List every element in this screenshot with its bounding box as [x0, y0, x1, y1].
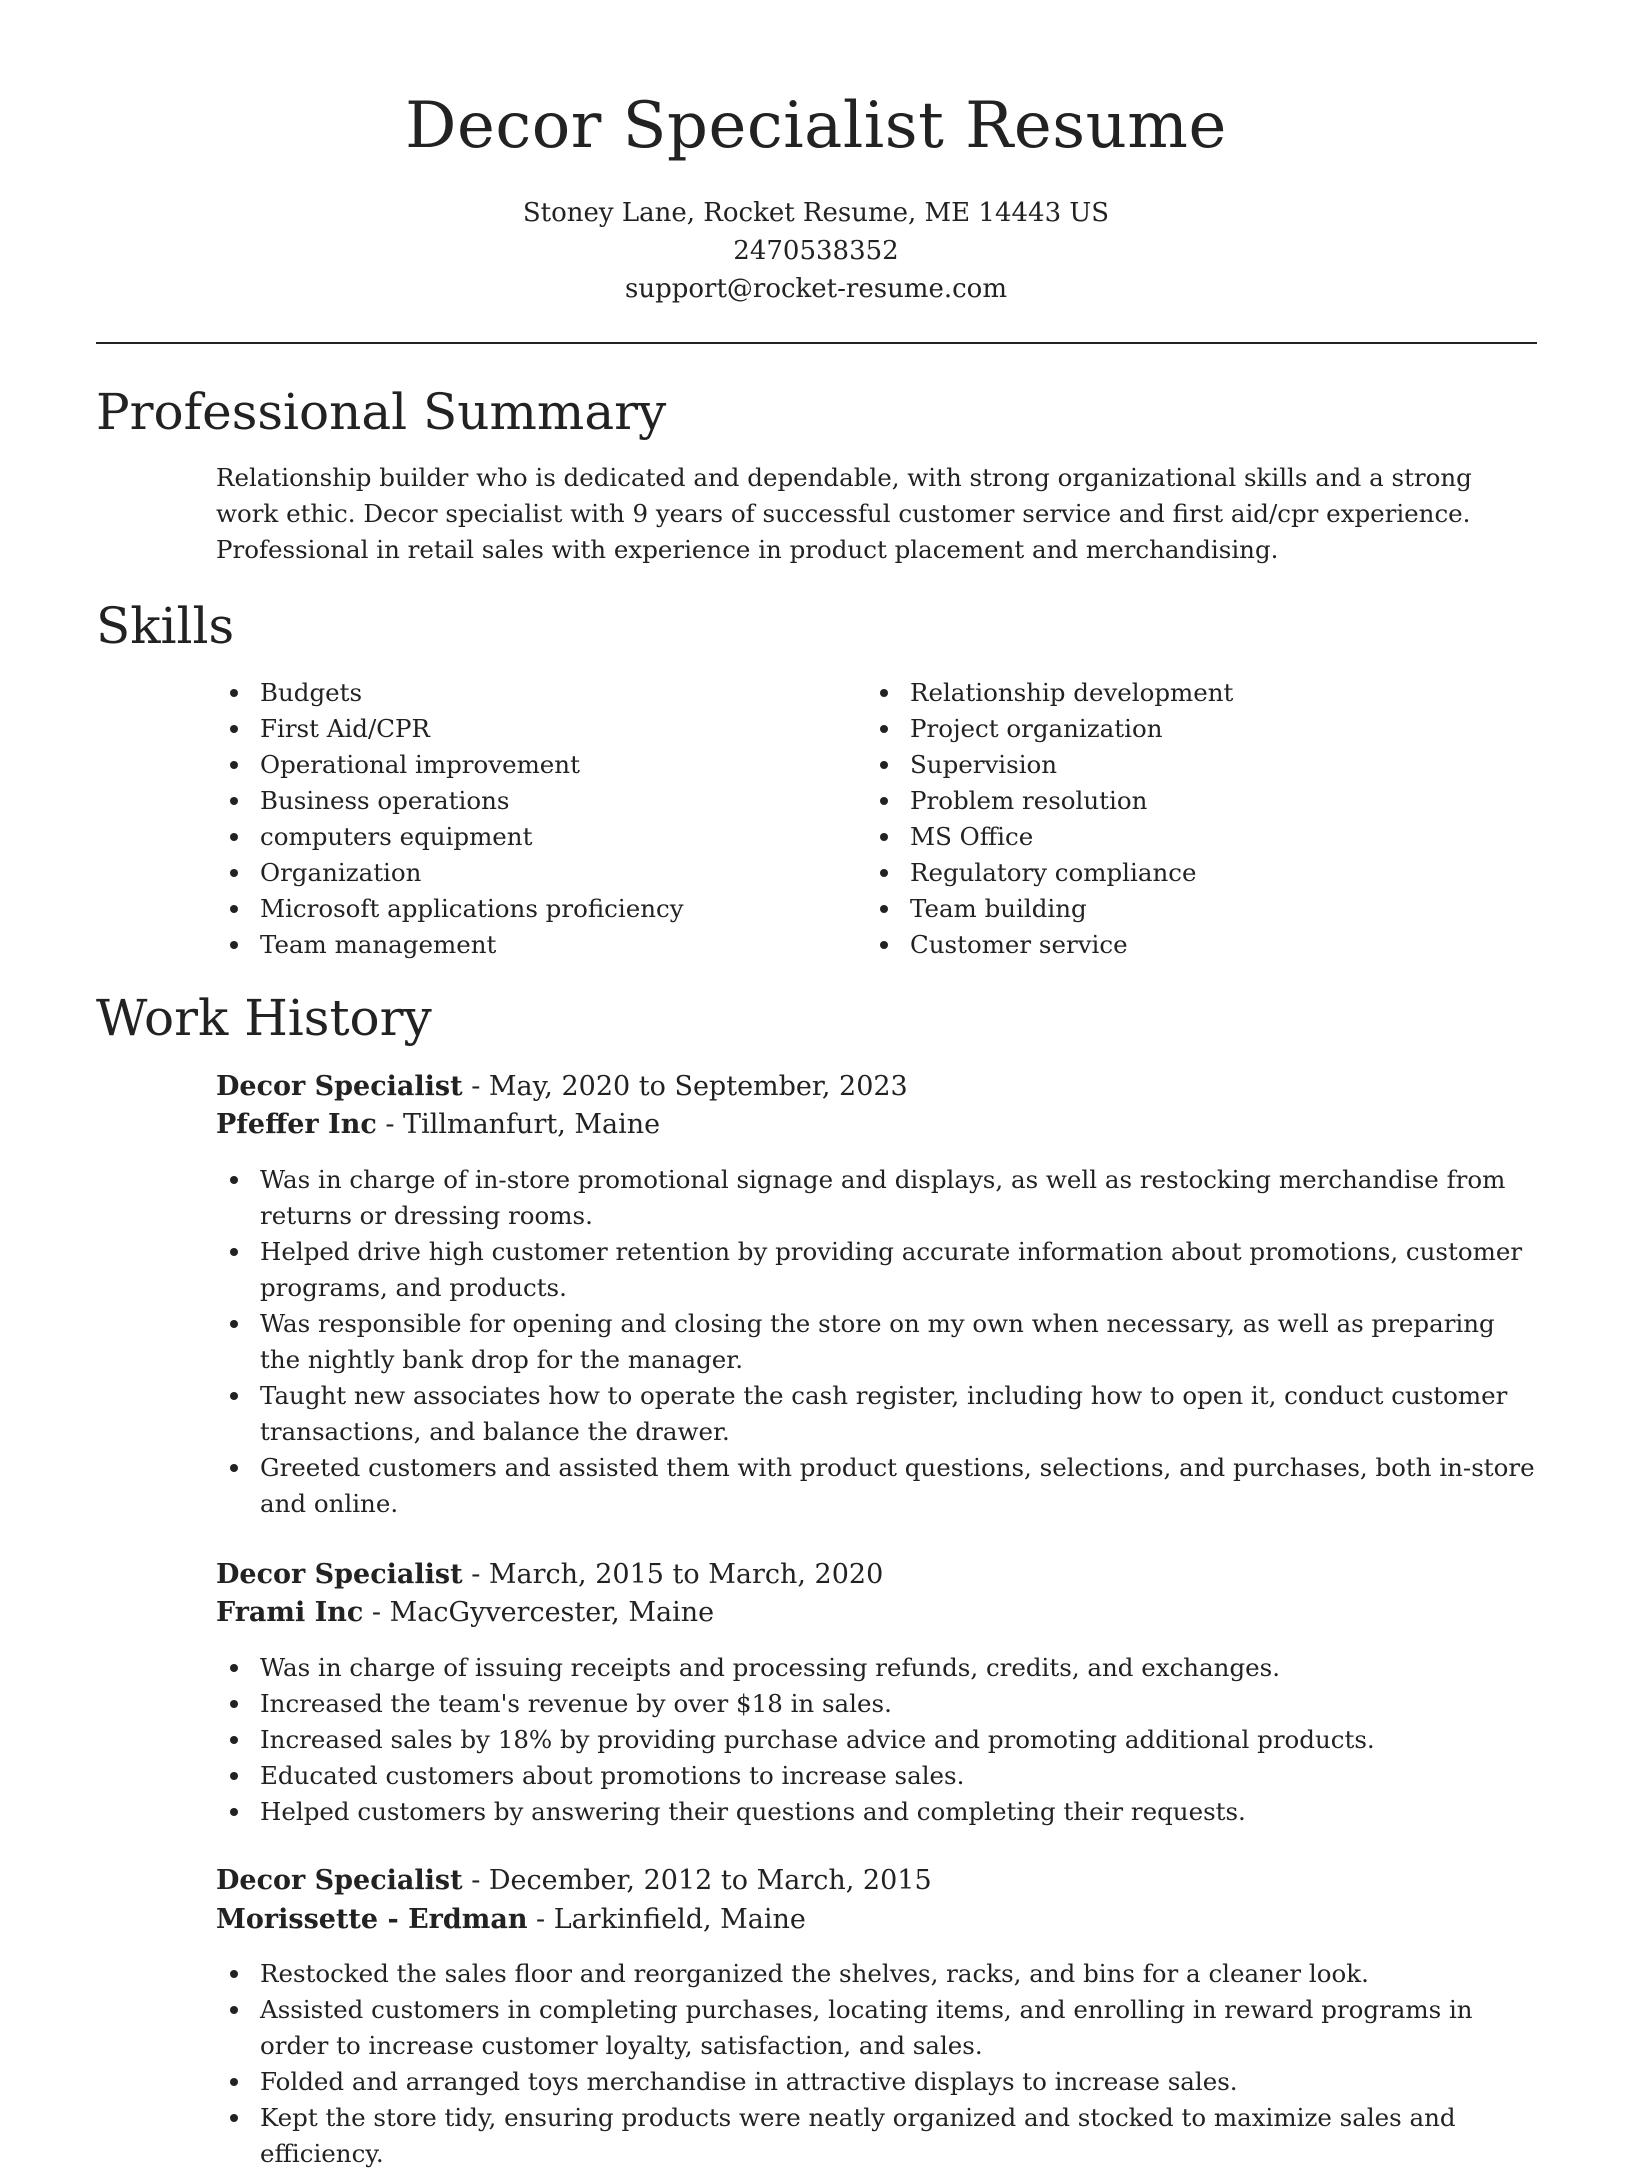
- job-duty-item: Increased the team's revenue by over $18 in sales.: [216, 1686, 1536, 1722]
- job-title: Decor Specialist: [216, 1071, 463, 1102]
- job-dates: - May, 2020 to September, 2023: [462, 1071, 908, 1102]
- job-duty-item: Increased sales by 18% by providing purchase advice and promoting additional products.: [216, 1722, 1536, 1758]
- job-duty-item: Taught new associates how to operate the cash register, including how to open it, conduct customer transactions, and balance the drawer.: [216, 1378, 1536, 1450]
- job-dates: - March, 2015 to March, 2020: [462, 1559, 884, 1590]
- job-duty-item: Restocked the sales floor and reorganized the shelves, racks, and bins for a cleaner look.: [216, 1956, 1536, 1992]
- skill-item: Team management: [216, 927, 816, 963]
- contact-phone: 2470538352: [733, 236, 899, 266]
- job-duties-list: [216, 1956, 1536, 2172]
- summary-text: Relationship builder who is dedicated and dependable, with strong organizational skills and a strong work ethic. Decor specialist with 9 years of successful customer service and first aid/cpr experience. Professional in retail sales with experience in product placement and merchandising.: [216, 463, 1472, 564]
- skill-item: Business operations: [216, 783, 816, 819]
- job-duty-item: Educated customers about promotions to increase sales.: [216, 1758, 1536, 1794]
- contact-email[interactable]: support@rocket-resume.com: [624, 274, 1007, 304]
- page-title: Decor Specialist Resume: [405, 89, 1227, 163]
- job-duty-item: Was in charge of in-store promotional signage and displays, as well as restocking merchandise from returns or dressing rooms.: [216, 1162, 1536, 1234]
- job-company: Morissette - Erdman: [216, 1904, 528, 1935]
- skill-item: Budgets: [216, 675, 816, 711]
- skills-list-right: [866, 675, 1526, 963]
- skill-item: Microsoft applications proficiency: [216, 891, 816, 927]
- skill-item: Relationship development: [866, 675, 1526, 711]
- job-location: - MacGyvercester, Maine: [363, 1597, 715, 1628]
- skill-item: MS Office: [866, 819, 1526, 855]
- job-title: Decor Specialist: [216, 1559, 463, 1590]
- job-location: - Larkinfield, Maine: [527, 1904, 806, 1935]
- job-title: Decor Specialist: [216, 1865, 463, 1896]
- job-duty-item: Folded and arranged toys merchandise in attractive displays to increase sales.: [216, 2064, 1536, 2100]
- job-dates: - December, 2012 to March, 2015: [462, 1865, 932, 1896]
- job-duty-item: Was responsible for opening and closing the store on my own when necessary, as well as preparing the nightly bank drop for the manager.: [216, 1306, 1536, 1378]
- contact-block: [0, 194, 1632, 308]
- job-duty-item: Helped drive high customer retention by providing accurate information about promotions, customer programs, and products.: [216, 1234, 1536, 1306]
- job-duties-list: [216, 1650, 1536, 1830]
- skill-item: Supervision: [866, 747, 1526, 783]
- job-title-line: [216, 1862, 932, 1900]
- contact-address: Stoney Lane, Rocket Resume, ME 14443 US: [522, 198, 1110, 228]
- job-company: Frami Inc: [216, 1597, 364, 1628]
- job-duty-item: Helped customers by answering their questions and completing their requests.: [216, 1794, 1536, 1830]
- job-company-line: [216, 1106, 660, 1144]
- skill-item: computers equipment: [216, 819, 816, 855]
- job-location: - Tillmanfurt, Maine: [376, 1109, 661, 1140]
- job-duties-list: [216, 1162, 1536, 1522]
- work-heading: Work History: [96, 989, 432, 1047]
- skill-item: Organization: [216, 855, 816, 891]
- skill-item: Regulatory compliance: [866, 855, 1526, 891]
- summary-heading: Professional Summary: [96, 383, 667, 441]
- job-title-line: [216, 1068, 908, 1106]
- job-company: Pfeffer Inc: [216, 1109, 377, 1140]
- resume-header: [0, 0, 1632, 308]
- job-company-line: [216, 1594, 714, 1632]
- job-duty-item: Assisted customers in completing purchases, locating items, and enrolling in reward programs in order to increase customer loyalty, satisfaction, and sales.: [216, 1992, 1536, 2064]
- header-divider: [96, 342, 1537, 344]
- job-duty-item: Was in charge of issuing receipts and processing refunds, credits, and exchanges.: [216, 1650, 1536, 1686]
- job-duty-item: Greeted customers and assisted them with product questions, selections, and purchases, both in-store and online.: [216, 1450, 1536, 1522]
- skill-item: Operational improvement: [216, 747, 816, 783]
- skills-list-left: [216, 675, 816, 963]
- job-title-line: [216, 1556, 883, 1594]
- skill-item: First Aid/CPR: [216, 711, 816, 747]
- job-company-line: [216, 1901, 806, 1939]
- skill-item: Customer service: [866, 927, 1526, 963]
- skill-item: Team building: [866, 891, 1526, 927]
- skill-item: Problem resolution: [866, 783, 1526, 819]
- job-duty-item: Kept the store tidy, ensuring products were neatly organized and stocked to maximize sales and efficiency.: [216, 2100, 1536, 2172]
- skill-item: Project organization: [866, 711, 1526, 747]
- skills-heading: Skills: [96, 597, 235, 655]
